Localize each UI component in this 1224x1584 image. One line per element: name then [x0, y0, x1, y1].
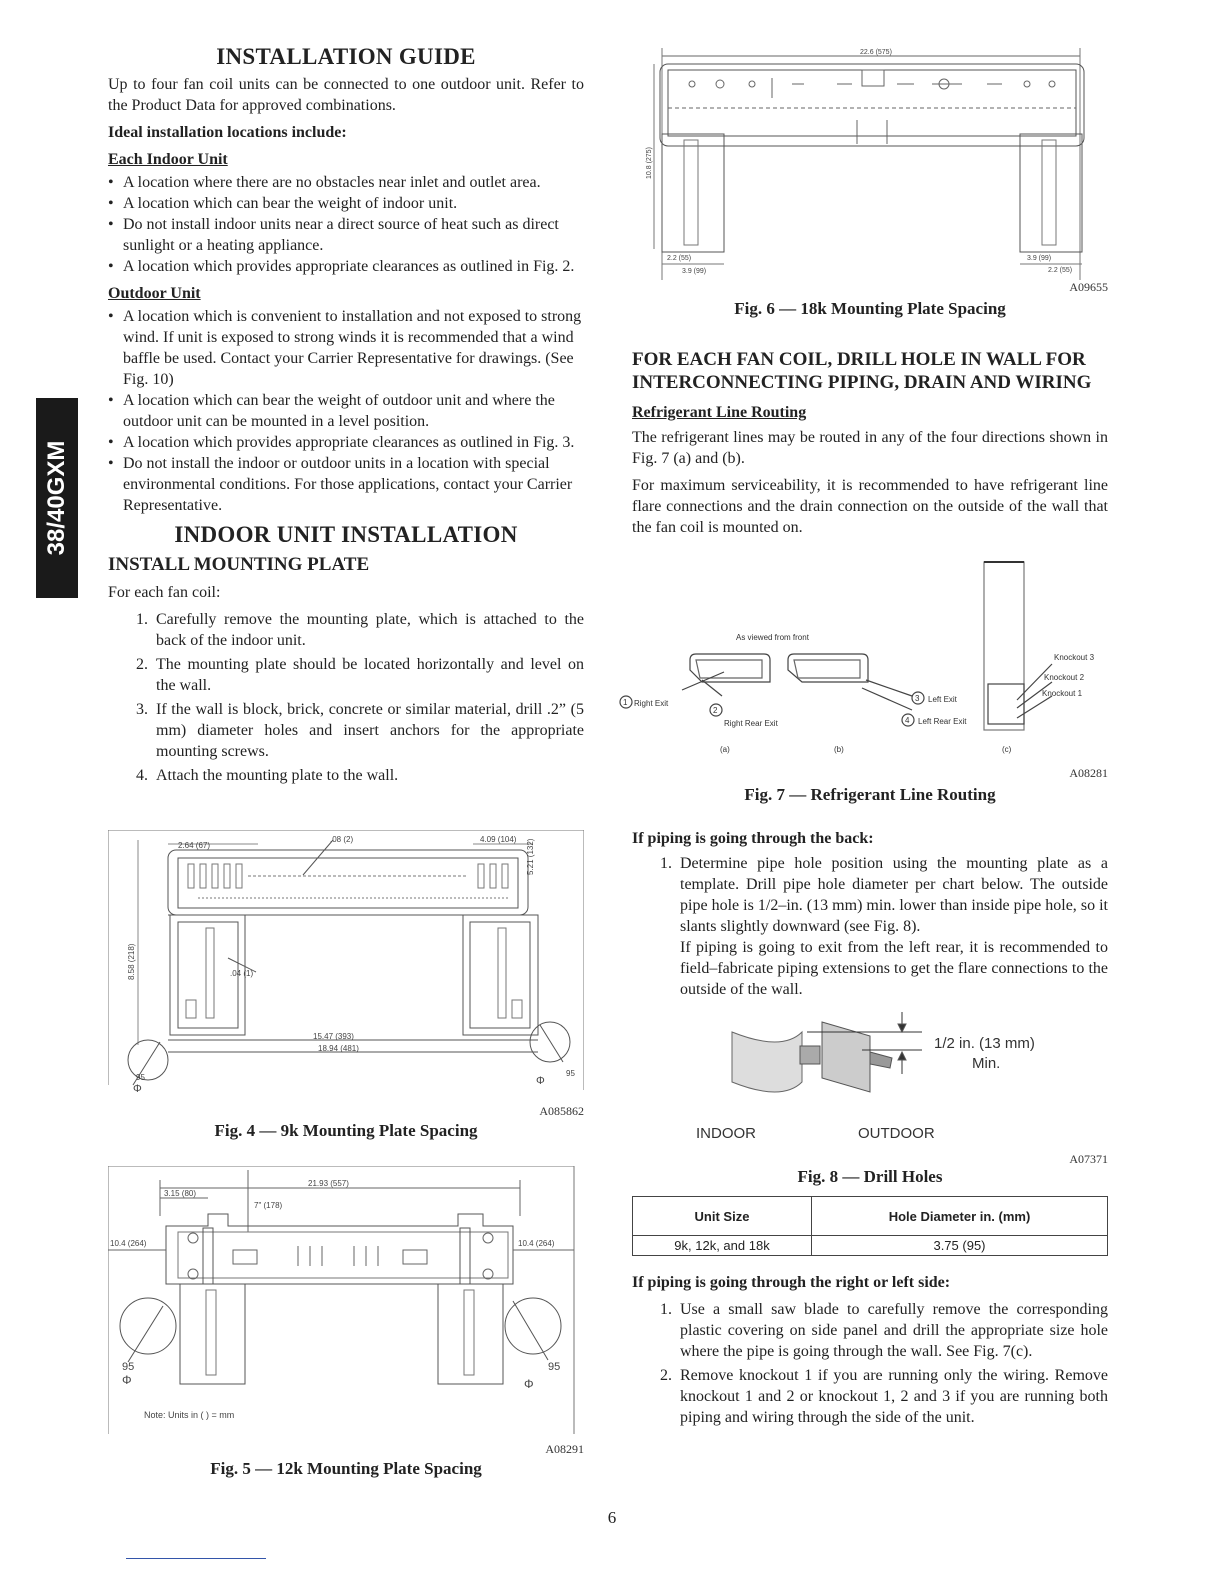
list-item: • A location which provides appropriate clearances as outlined in Fig. 2.	[108, 256, 584, 277]
fig4-dim-label: 5.21 (132)	[526, 838, 535, 875]
outdoor-list	[108, 306, 584, 516]
outdoor-heading: Outdoor Unit	[108, 285, 201, 302]
fig8-code: A07371	[1069, 1152, 1108, 1166]
side-tab-label: 38/40GXM	[43, 440, 70, 556]
list-item: If piping is going to exit from the left rear, it is recommended to field–fabricate piping extensions to get the flare connections to the outside of the wall.	[680, 939, 1108, 998]
fig8-dim-label: Min.	[972, 1055, 1001, 1072]
fig4-dim-label: 18.94 (481)	[318, 1044, 359, 1053]
page-number: 6	[607, 1508, 617, 1527]
fig5-dim-label: 3.15 (80)	[164, 1189, 197, 1198]
indoor-heading: Each Indoor Unit	[108, 151, 228, 168]
fig5-dim-label: 95	[548, 1361, 561, 1373]
hole-diameter-table	[632, 1196, 1108, 1256]
fig8-outdoor-label: OUTDOOR	[858, 1125, 935, 1142]
fig7-knockout-label: Knockout 2	[1044, 673, 1085, 682]
fig7-exit-label: Left Exit	[928, 695, 957, 704]
footer-rule	[126, 1558, 266, 1559]
fig7-exit-label: Right Rear Exit	[724, 719, 778, 728]
fig4-dim-label: 15.47 (393)	[313, 1032, 354, 1041]
fig7-panel-label: (c)	[1002, 745, 1012, 754]
back-heading: If piping is going through the back:	[632, 830, 874, 847]
fig4-dim-label: 95	[136, 1073, 145, 1082]
fig4-dim-label: 8.58 (218)	[127, 943, 136, 980]
fig6-dim-label: 2.2 (55)	[667, 255, 692, 262]
page-title: INSTALLATION GUIDE	[216, 44, 476, 69]
fig5-code: A08291	[545, 1442, 584, 1456]
fig5-dim-label: 10.4 (264)	[110, 1239, 147, 1248]
fig7-viewed-label: As viewed from front	[736, 633, 809, 642]
fig4-dim-label: 2.64 (67)	[178, 841, 211, 850]
fig5-note: Note: Units in ( ) = mm	[144, 1410, 235, 1420]
fig8	[632, 1012, 1108, 1187]
fig4-dim-label: Φ	[133, 1083, 142, 1095]
fig6-code: A09655	[1069, 280, 1108, 294]
routing-heading: Refrigerant Line Routing	[632, 404, 807, 421]
fig6-dim-label: 3.9 (99)	[1027, 255, 1052, 262]
list-item: • A location which is convenient to installation and not exposed to strong wind. If unit is exposed to strong winds it is recommended that a wind baffle be used. Contact your Carrier Representative for drawings. (See Fig. 10)	[108, 306, 584, 390]
indoor-list	[108, 172, 584, 277]
right-column-side	[632, 1272, 1108, 1434]
drill-section-title: FOR EACH FAN COIL, DRILL HOLE IN WALL FOR INTERCONNECTING PIPING, DRAIN AND WIRING	[632, 349, 1092, 393]
table-cell: 3.75 (95)	[812, 1236, 1108, 1256]
list-item: • A location which can bear the weight of outdoor unit and where the outdoor unit can be mounted in a level position.	[108, 390, 584, 432]
fig7-code: A08281	[1069, 766, 1108, 780]
table-cell: 9k, 12k, and 18k	[633, 1236, 812, 1256]
table-header: Hole Diameter in. (mm)	[812, 1197, 1108, 1236]
fig4-dim-label: Φ	[536, 1075, 545, 1087]
list-item: • Do not install the indoor or outdoor units in a location with special environmental conditions. For those applications, contact your Carrier Representative.	[108, 453, 584, 516]
fig7-exit-num: 1	[623, 698, 628, 707]
for-each-text: For each fan coil:	[108, 584, 221, 601]
fig8-drawing	[632, 1012, 1108, 1152]
list-item: 2. The mounting plate should be located horizontally and level on the wall.	[136, 656, 584, 694]
fig6-dim-label: 2.2 (55)	[1048, 267, 1073, 274]
fig5-dim-label: Φ	[524, 1377, 534, 1391]
fig8-dim-label: 1/2 in. (13 mm)	[934, 1035, 1035, 1052]
fig4-caption: Fig. 4 — 9k Mounting Plate Spacing	[214, 1121, 478, 1140]
subsection-title: INSTALL MOUNTING PLATE	[108, 554, 370, 575]
fig7-panel-label: (b)	[834, 745, 844, 754]
fig8-caption: Fig. 8 — Drill Holes	[797, 1167, 943, 1186]
fig7	[612, 560, 1108, 756]
side-heading: If piping is going through the right or left side:	[632, 1274, 951, 1291]
intro-text: Up to four fan coil units can be connected to one outdoor unit. Refer to the Product Data for approved combinations.	[108, 76, 584, 114]
ideal-heading: Ideal installation locations include:	[108, 124, 347, 141]
list-item: • Do not install indoor units near a direct source of heat such as direct sunlight or a heating appliance.	[108, 214, 584, 256]
fig5-caption: Fig. 5 — 12k Mounting Plate Spacing	[210, 1459, 482, 1478]
fig7-caption: Fig. 7 — Refrigerant Line Routing	[744, 785, 996, 804]
fig4-dim-label: .08 (2)	[330, 835, 354, 844]
table-header: Unit Size	[633, 1197, 812, 1236]
right-column-back	[632, 828, 1108, 1006]
side-tab	[36, 398, 78, 598]
fig7-caption-block	[632, 766, 1108, 805]
fig5-dim-label: 95	[122, 1361, 135, 1373]
fig5-drawing	[108, 1166, 584, 1434]
list-item: 2. Remove knockout 1 if you are running only the wiring. Remove knockout 1 and 2 or knockout 1, 2 and 3 if you are running both piping and wiring through the side of the unit.	[660, 1367, 1108, 1426]
fig7-exit-num: 4	[905, 716, 910, 725]
fig4-dim-label: 4.09 (104)	[480, 835, 517, 844]
routing-text-1: The refrigerant lines may be routed in any of the four directions shown in Fig. 7 (a) and (b).	[632, 429, 1108, 467]
back-steps	[632, 853, 1108, 1000]
fig4-drawing	[108, 830, 584, 1100]
fig6-caption: Fig. 6 — 18k Mounting Plate Spacing	[734, 299, 1006, 318]
list-item: • A location which can bear the weight of indoor unit.	[108, 193, 584, 214]
mounting-steps	[108, 609, 584, 786]
side-steps	[632, 1299, 1108, 1428]
fig7-exit-label: Right Exit	[634, 699, 669, 708]
fig6-drawing	[632, 44, 1108, 280]
fig6-dim-label: 3.9 (99)	[682, 268, 707, 275]
fig5-dim-label: 10.4 (264)	[518, 1239, 555, 1248]
fig6-dim-label: 22.6 (575)	[860, 49, 892, 56]
fig7-knockout-label: Knockout 1	[1042, 689, 1083, 698]
list-item: 1. Determine pipe hole position using the mounting plate as a template. Drill pipe hole diameter per chart below. The outside pipe hole is 1/2–in. (13 mm) min. lower than inside pipe hole, so it slants slightly downward (see Fig. 8).	[660, 855, 1108, 935]
fig5-dim-label: Φ	[122, 1373, 132, 1387]
list-item: 3. If the wall is block, brick, concrete or similar material, drill .2” (5 mm) diameter holes and insert anchors for the appropriate mounting screws.	[136, 701, 584, 760]
list-item: 1. Carefully remove the mounting plate, which is attached to the back of the indoor unit.	[136, 611, 584, 649]
list-item: 4. Attach the mounting plate to the wall.	[136, 767, 399, 784]
fig7-exit-num: 3	[915, 694, 920, 703]
fig4-dim-label: 95	[566, 1069, 575, 1078]
list-item: • A location which provides appropriate clearances as outlined in Fig. 3.	[108, 432, 584, 453]
fig7-knockout-label: Knockout 3	[1054, 653, 1095, 662]
fig5-dim-label: 21.93 (557)	[308, 1179, 349, 1188]
fig7-panel-label: (a)	[720, 745, 730, 754]
fig5-dim-label: 7" (178)	[254, 1201, 283, 1210]
list-item: • A location where there are no obstacles near inlet and outlet area.	[108, 172, 584, 193]
fig7-exit-label: Left Rear Exit	[918, 717, 967, 726]
right-column-top	[632, 344, 1108, 544]
routing-text-2: For maximum serviceability, it is recommended to have refrigerant line flare connections and the drain connection on the outside of the wall that the fan coil is mounted on.	[632, 477, 1108, 536]
fig8-indoor-label: INDOOR	[696, 1125, 756, 1142]
fig6	[632, 44, 1108, 319]
fig4	[108, 830, 584, 1141]
fig4-code: A085862	[539, 1104, 584, 1118]
table-row	[633, 1236, 1108, 1256]
fig5	[108, 1166, 584, 1479]
left-column	[108, 40, 584, 792]
hole-table-wrap	[632, 1196, 1108, 1256]
section-title: INDOOR UNIT INSTALLATION	[174, 522, 518, 547]
fig6-dim-label: 10.8 (275)	[646, 147, 653, 179]
list-item: 1. Use a small saw blade to carefully remove the corresponding plastic covering on side panel and drill the appropriate size hole where the pipe is going through the wall. See Fig. 7(c).	[660, 1301, 1108, 1360]
fig4-dim-label: .04 (1)	[230, 969, 254, 978]
fig7-drawing	[612, 560, 1108, 756]
fig7-exit-num: 2	[713, 706, 718, 715]
